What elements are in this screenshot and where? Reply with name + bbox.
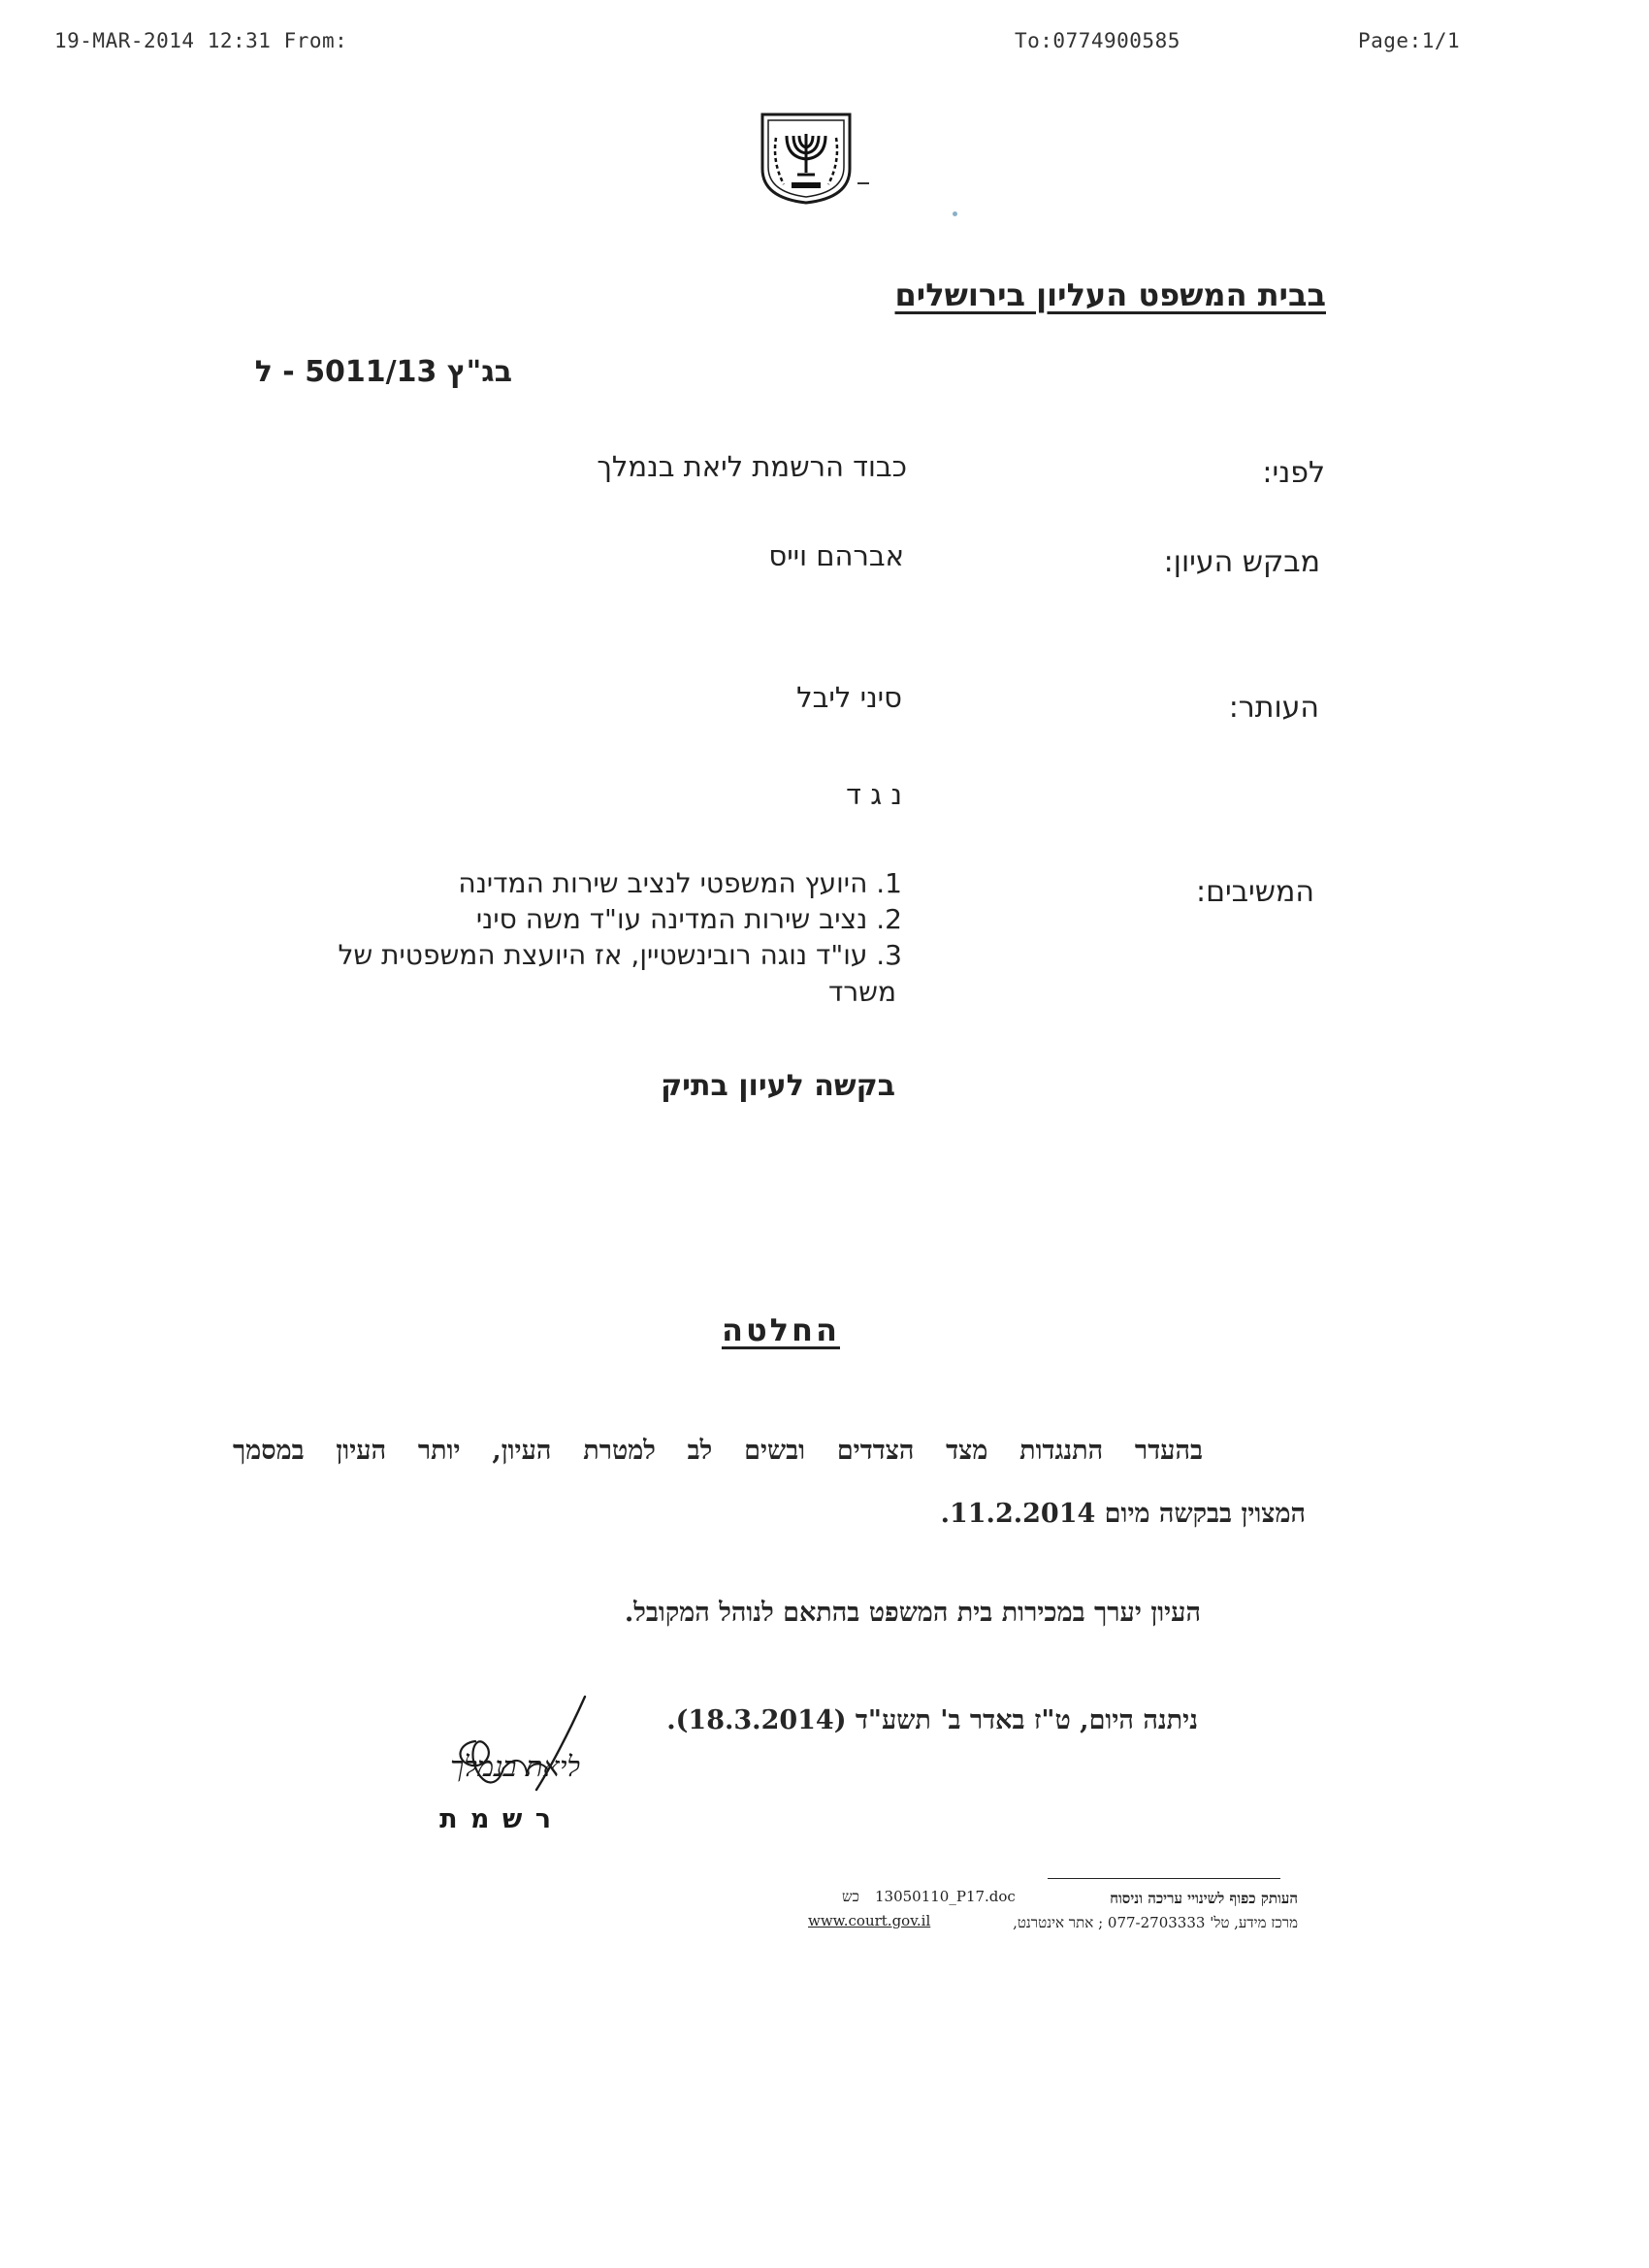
footer-edit-note: העותק כפוף לשינויי עריכה וניסוח [1110, 1890, 1298, 1907]
respondents-label: המשיבים: [1195, 875, 1314, 909]
signature-title: ר ש מ ת [439, 1804, 553, 1834]
footer-rule [1048, 1878, 1280, 1879]
footer-filename: 13050110_P17.doc [875, 1888, 1016, 1905]
requester-label: מבקש העיון: [1163, 545, 1320, 579]
footer-website-link[interactable]: www.court.gov.il [808, 1912, 931, 1929]
respondent-item-3: 3. עו"ד נוגה רובינשטיין, אז היועצת המשפטית של [338, 939, 902, 971]
decision-given-date: ניתנה היום, ט"ז באדר ב' תשע"ד (18.3.2014). [666, 1705, 1198, 1735]
request-title: בקשה לעיון בתיק [661, 1069, 895, 1103]
decision-paragraph-2: העיון יערך במכירות בית המשפט בהתאם לנוהל המקובל. [624, 1598, 1201, 1628]
decision-paragraph-line1: בהעדר התנגדות מצד הצדדים ובשים לב למטרת העיון, יותר העיון במסמך [233, 1436, 1203, 1466]
scan-speck [953, 211, 957, 216]
fax-datetime: 19-MAR-2014 12:31 From: [54, 29, 348, 52]
scan-speck [857, 182, 869, 184]
versus-label: נ ג ד [846, 778, 902, 811]
court-title: בבית המשפט העליון בירושלים [894, 276, 1326, 313]
respondent-item-1: 1. היועץ המשפטי לנציב שירות המדינה [458, 867, 902, 899]
decision-paragraph-line2: המצוין בבקשה מיום 11.2.2014. [940, 1499, 1306, 1529]
fax-to-number: To:0774900585 [1015, 29, 1180, 52]
before-label: לפני: [1262, 456, 1325, 490]
case-number: בג"ץ 5011/13 - ל [254, 355, 512, 389]
petitioner-label: העותר: [1228, 691, 1319, 725]
state-emblem-icon [755, 109, 857, 206]
petitioner-value: סיני ליבל [796, 681, 902, 714]
fax-page-number: Page:1/1 [1358, 29, 1461, 52]
footer-suffix: כש [842, 1888, 859, 1905]
decision-title: החלטה [721, 1312, 840, 1348]
signature-name: ליאת בנמלך [450, 1750, 580, 1783]
respondent-item-2: 2. נציב שירות המדינה עו"ד משה סיני [475, 903, 902, 935]
footer-contact-info: מרכז מידע, טל' 077-2703333 ; אתר אינטרנט, [1013, 1914, 1298, 1931]
requester-value: אברהם וייס [768, 539, 904, 572]
before-value: כבוד הרשמת ליאת בנמלך [597, 450, 907, 483]
respondent-item-3-cont: משרד [828, 976, 896, 1008]
